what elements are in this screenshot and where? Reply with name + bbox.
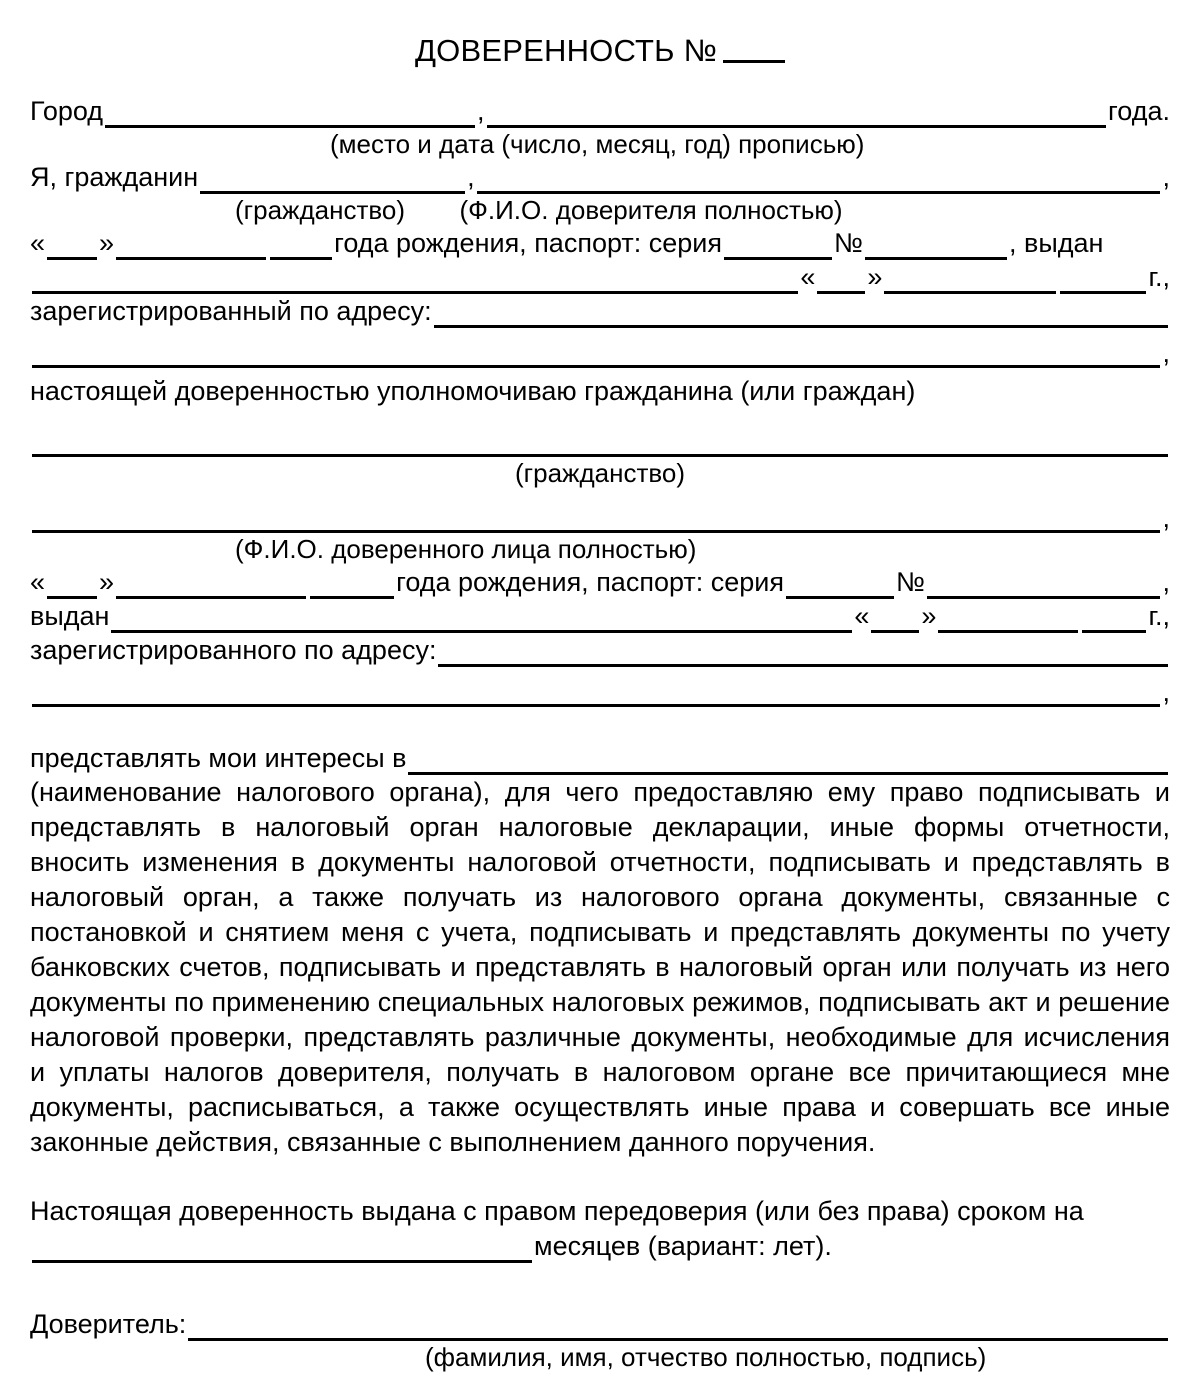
term-months-blank[interactable]: [32, 1234, 532, 1263]
principal-captions-row: [30, 194, 1170, 226]
attorney-birth-month-blank[interactable]: [116, 570, 306, 599]
principal-address-comma: ,: [1162, 338, 1170, 369]
attorney-birth-year-blank[interactable]: [310, 570, 394, 599]
place-date-caption: (место и дата (число, месяц, год) прописью): [330, 129, 865, 160]
principal-issuer-row: [30, 260, 1170, 294]
attorney-issue-year-blank[interactable]: [1082, 604, 1146, 633]
powers-leadin-row: [30, 741, 1170, 775]
principal-birth-year-blank[interactable]: [270, 231, 332, 260]
attorney-issue-quote-open: «: [854, 601, 870, 632]
page-title-text: ДОВЕРЕННОСТЬ №: [414, 33, 717, 68]
principal-issued-label: , выдан: [1008, 228, 1104, 259]
attorney-birth-day-blank[interactable]: [47, 570, 97, 599]
tax-authority-blank[interactable]: [408, 746, 1168, 775]
attorney-issue-year-suffix: г.,: [1148, 601, 1170, 632]
authorize-label: настоящей доверенностью уполномочиваю гражданина (или граждан): [30, 376, 916, 407]
principal-birth-quote-open: «: [30, 228, 46, 259]
attorney-fullname-blank[interactable]: [32, 504, 1160, 533]
attorney-birth-quote-open: «: [30, 567, 46, 598]
attorney-issuer-row: [30, 599, 1170, 633]
principal-fullname-caption: (Ф.И.О. доверителя полностью): [459, 195, 843, 226]
principal-birth-text: года рождения, паспорт: серия: [334, 228, 722, 259]
attorney-passport-comma: ,: [1162, 567, 1170, 598]
principal-name-comma: ,: [1162, 162, 1170, 193]
principal-issue-year-suffix: г.,: [1148, 262, 1170, 293]
principal-address-row: [30, 294, 1170, 328]
powers-leadin-label: представлять мои интересы в: [30, 743, 407, 774]
place-date-row: [30, 94, 1170, 128]
principal-passport-series-blank[interactable]: [724, 231, 832, 260]
document-number-blank[interactable]: [723, 42, 785, 63]
attorney-address-blank-2[interactable]: [32, 678, 1160, 707]
attorney-issue-day-blank[interactable]: [871, 604, 919, 633]
attorney-address-label: зарегистрированного по адресу:: [30, 635, 437, 666]
principal-issue-day-blank[interactable]: [817, 265, 865, 294]
principal-citizenship-caption: (гражданство): [235, 195, 405, 226]
attorney-citizenship-caption: (гражданство): [515, 458, 685, 489]
signature-label: Доверитель:: [30, 1309, 187, 1340]
principal-birth-day-blank[interactable]: [47, 231, 97, 260]
attorney-birth-quote-close: »: [99, 567, 115, 598]
attorney-citizenship-row: [30, 428, 1170, 457]
attorney-address-blank[interactable]: [438, 638, 1168, 667]
attorney-issuer-blank[interactable]: [111, 604, 852, 633]
attorney-fullname-caption: (Ф.И.О. доверенного лица полностью): [235, 534, 697, 565]
principal-address-label: зарегистрированный по адресу:: [30, 296, 432, 327]
attorney-fullname-row: [30, 503, 1170, 533]
attorney-issue-month-blank[interactable]: [938, 604, 1078, 633]
attorney-citizenship-blank[interactable]: [32, 428, 1168, 457]
attorney-issue-quote-close: »: [921, 601, 937, 632]
principal-birth-month-blank[interactable]: [116, 231, 266, 260]
attorney-passport-series-blank[interactable]: [786, 570, 894, 599]
signature-row: [30, 1307, 1170, 1341]
authorize-row: [30, 374, 1170, 408]
date-blank[interactable]: [487, 99, 1107, 128]
place-date-separator: ,: [477, 96, 485, 127]
principal-passport-number-sign: №: [834, 228, 863, 259]
term-months-row: [30, 1229, 1170, 1263]
principal-issue-quote-close: »: [867, 262, 883, 293]
attorney-passport-row: [30, 565, 1170, 599]
page-title: [30, 0, 1170, 68]
place-date-label: Город: [30, 96, 104, 127]
principal-intro-row: [30, 160, 1170, 194]
attorney-address-row-2: [30, 677, 1170, 707]
attorney-address-comma: ,: [1162, 677, 1170, 708]
city-blank[interactable]: [105, 99, 475, 128]
year-suffix: года.: [1108, 96, 1170, 127]
principal-issue-year-blank[interactable]: [1060, 265, 1146, 294]
principal-issue-quote-open: «: [800, 262, 816, 293]
term-months-label: месяцев (вариант: лет).: [534, 1231, 832, 1262]
principal-fullname-blank[interactable]: [477, 165, 1161, 194]
principal-citizenship-comma: ,: [467, 162, 475, 193]
principal-citizenship-blank[interactable]: [200, 165, 465, 194]
attorney-fullname-comma: ,: [1162, 503, 1170, 534]
principal-address-row-2: [30, 338, 1170, 368]
term-text: Настоящая доверенность выдана с правом передоверия (или без права) сроком на: [30, 1196, 1084, 1227]
attorney-passport-number-blank[interactable]: [927, 570, 1161, 599]
signature-blank[interactable]: [188, 1312, 1168, 1341]
signature-caption: (фамилия, имя, отчество полностью, подпись): [425, 1342, 987, 1373]
principal-intro-label: Я, гражданин: [30, 162, 199, 193]
principal-passport-row: [30, 226, 1170, 260]
attorney-address-row: [30, 633, 1170, 667]
principal-address-blank-2[interactable]: [32, 339, 1160, 368]
principal-issue-month-blank[interactable]: [884, 265, 1056, 294]
attorney-birth-text: года рождения, паспорт: серия: [396, 567, 784, 598]
attorney-issued-label: выдан: [30, 601, 110, 632]
principal-issuer-blank[interactable]: [32, 265, 798, 294]
principal-address-blank[interactable]: [434, 299, 1168, 328]
principal-birth-quote-close: »: [99, 228, 115, 259]
principal-passport-number-blank[interactable]: [865, 231, 1007, 260]
powers-body-text: (наименование налогового органа), для чего предоставляю ему право подписывать и представлять в налоговый орган налоговые декларации, иные формы отчетности, вносить изменения в документы налоговой отчетности, подписывать и представлять в налоговый орган, а также получать из налогового органа документы, связанные с постановкой и снятием меня с учета, подписывать и представлять документы по учету банковских счетов, подписывать и представлять в налоговый орган или получать из него документы по применению специальных налоговых режимов, подписывать акт и решение налоговой проверки, представлять различные документы, необходимые для исчисления и уплаты налогов доверителя, получать в налоговом органе все причитающиеся мне документы, расписываться, а также осуществлять иные права и совершать все иные законные действия, связанные с выполнением данного поручения.: [30, 777, 1170, 1158]
attorney-passport-number-sign: №: [896, 567, 925, 598]
